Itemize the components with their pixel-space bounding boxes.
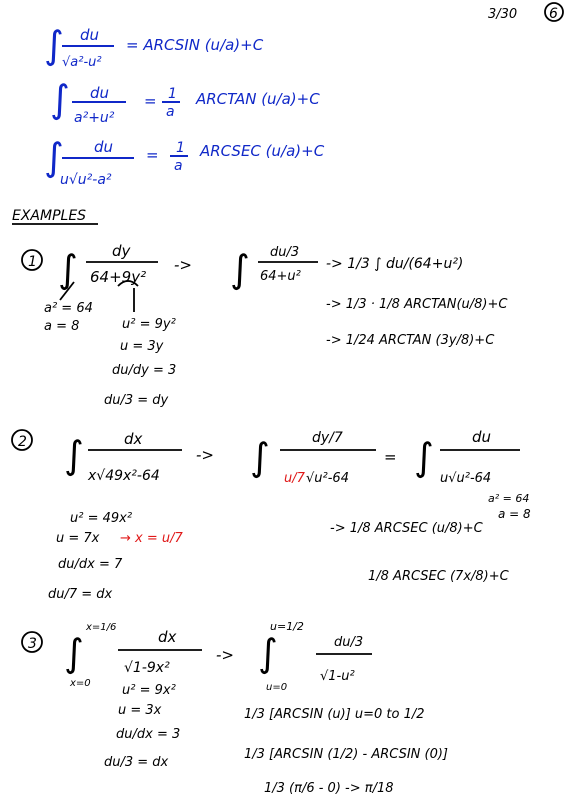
- svg-text:∫: ∫: [50, 77, 70, 121]
- example-1-sub-den: 64+u²: [260, 269, 301, 284]
- example-3-step3: 1/3 [ARCSIN (1/2) - ARCSIN (0)]: [244, 747, 449, 762]
- svg-text:=: =: [146, 146, 159, 164]
- example-3-sub-den: √1-u²: [320, 669, 355, 684]
- svg-text:∫: ∫: [230, 247, 250, 291]
- formula-arcsec-den: u√u²-a²: [60, 172, 112, 188]
- example-3-lower2: u=0: [266, 682, 288, 693]
- example-3-step4: 1/3 (π/6 - 0) -> π/18: [264, 781, 394, 796]
- page-date: 3/30: [488, 7, 518, 22]
- example-2-note-u: u = 7x: [56, 531, 100, 546]
- example-2-den: x√49x²-64: [88, 468, 160, 484]
- formula-arcsin-num: du: [80, 26, 100, 44]
- example-1-step3: -> 1/3 · 1/8 ARCTAN(u/8)+C: [326, 297, 508, 312]
- formula-arctan-den: a²+u²: [74, 110, 115, 126]
- example-1-step2: -> 1/3 ∫ du/(64+u²): [326, 256, 464, 272]
- example-3-marker: 3: [28, 636, 37, 652]
- example-2-rhs-num: du: [472, 428, 492, 446]
- example-1: [22, 242, 508, 408]
- example-2: [12, 428, 531, 602]
- example-2-num: dx: [124, 430, 143, 448]
- example-1-den: 64+9y²: [90, 268, 147, 286]
- example-1-note-a: a = 8: [44, 319, 80, 334]
- example-2-note-red: → x = u/7: [120, 531, 183, 546]
- example-1-step4: -> 1/24 ARCTAN (3y/8)+C: [326, 333, 495, 348]
- formula-arctan-coef-num: 1: [168, 86, 177, 102]
- example-3-note-u: u = 3x: [118, 703, 162, 718]
- example-3-upper2: u=1/2: [270, 620, 304, 633]
- svg-text:∫: ∫: [250, 435, 270, 479]
- example-1-note-u: u = 3y: [120, 339, 164, 354]
- example-1-arrow: ->: [174, 256, 192, 274]
- example-3: [22, 620, 448, 796]
- example-2-rhs-den: u√u²-64: [440, 471, 492, 486]
- svg-text:∫: ∫: [64, 631, 84, 675]
- example-1-note-dy: du/3 = dy: [104, 393, 169, 408]
- example-2-arrow: ->: [196, 446, 214, 464]
- svg-text:=: =: [144, 92, 157, 110]
- svg-text:∫: ∫: [414, 435, 434, 479]
- page-number: 6: [549, 6, 558, 22]
- example-3-lower: x=0: [70, 678, 91, 689]
- formula-arcsin-den: √a²-u²: [62, 55, 102, 70]
- svg-text:∫: ∫: [44, 23, 64, 67]
- example-3-note-u2: u² = 9x²: [122, 683, 176, 698]
- formula-arcsec: [44, 135, 325, 188]
- example-3-arrow: ->: [216, 646, 234, 664]
- example-3-note-dudx: du/dx = 3: [116, 727, 181, 742]
- example-2-step3: 1/8 ARCSEC (7x/8)+C: [368, 569, 509, 584]
- examples-heading: EXAMPLES: [12, 208, 87, 224]
- example-2-sub-den: √u²-64: [306, 471, 349, 486]
- example-2-side-a2: a² = 64: [488, 492, 530, 505]
- formula-arctan-coef-den: a: [166, 104, 175, 120]
- example-2-side-a: a = 8: [498, 507, 531, 521]
- example-3-note-dx: du/3 = dx: [104, 755, 169, 770]
- example-1-note-a2: a² = 64: [44, 301, 93, 316]
- example-2-step2: -> 1/8 ARCSEC (u/8)+C: [330, 521, 483, 536]
- formula-arctan-rhs: ARCTAN (u/a)+C: [196, 90, 320, 108]
- example-1-num: dy: [112, 242, 131, 260]
- formula-arctan: [50, 77, 320, 126]
- svg-text:∫: ∫: [64, 433, 84, 477]
- example-2-note-dx: du/7 = dx: [48, 587, 113, 602]
- example-1-marker: 1: [28, 254, 37, 270]
- formula-arcsin-rhs: = ARCSIN (u/a)+C: [126, 36, 264, 54]
- formula-arcsec-coef-num: 1: [176, 140, 185, 156]
- example-1-note-u2: u² = 9y²: [122, 317, 176, 332]
- example-3-upper: x=1/6: [86, 622, 117, 633]
- example-3-den: √1-9x²: [124, 660, 170, 676]
- example-1-note-dudy: du/dy = 3: [112, 363, 177, 378]
- example-2-note-dudx: du/dx = 7: [58, 557, 123, 572]
- example-2-sub-den-red: u/7: [284, 471, 305, 486]
- example-1-sub-num: du/3: [270, 245, 300, 260]
- formula-arcsec-num: du: [94, 138, 114, 156]
- formula-arctan-num: du: [90, 84, 110, 102]
- example-2-note-u2: u² = 49x²: [70, 511, 133, 526]
- svg-text:∫: ∫: [258, 631, 278, 675]
- example-3-sub-num: du/3: [334, 635, 364, 650]
- svg-text:=: =: [384, 448, 397, 466]
- example-3-step2: 1/3 [ARCSIN (u)] u=0 to 1/2: [244, 707, 425, 722]
- example-2-marker: 2: [18, 434, 27, 450]
- svg-text:∫: ∫: [58, 247, 78, 291]
- svg-text:∫: ∫: [44, 135, 64, 179]
- formula-arcsec-coef-den: a: [174, 158, 183, 174]
- formula-arcsec-rhs: ARCSEC (u/a)+C: [200, 142, 325, 160]
- example-2-sub-num: dy/7: [312, 430, 343, 446]
- formula-arcsin: [44, 23, 264, 70]
- example-3-num: dx: [158, 628, 177, 646]
